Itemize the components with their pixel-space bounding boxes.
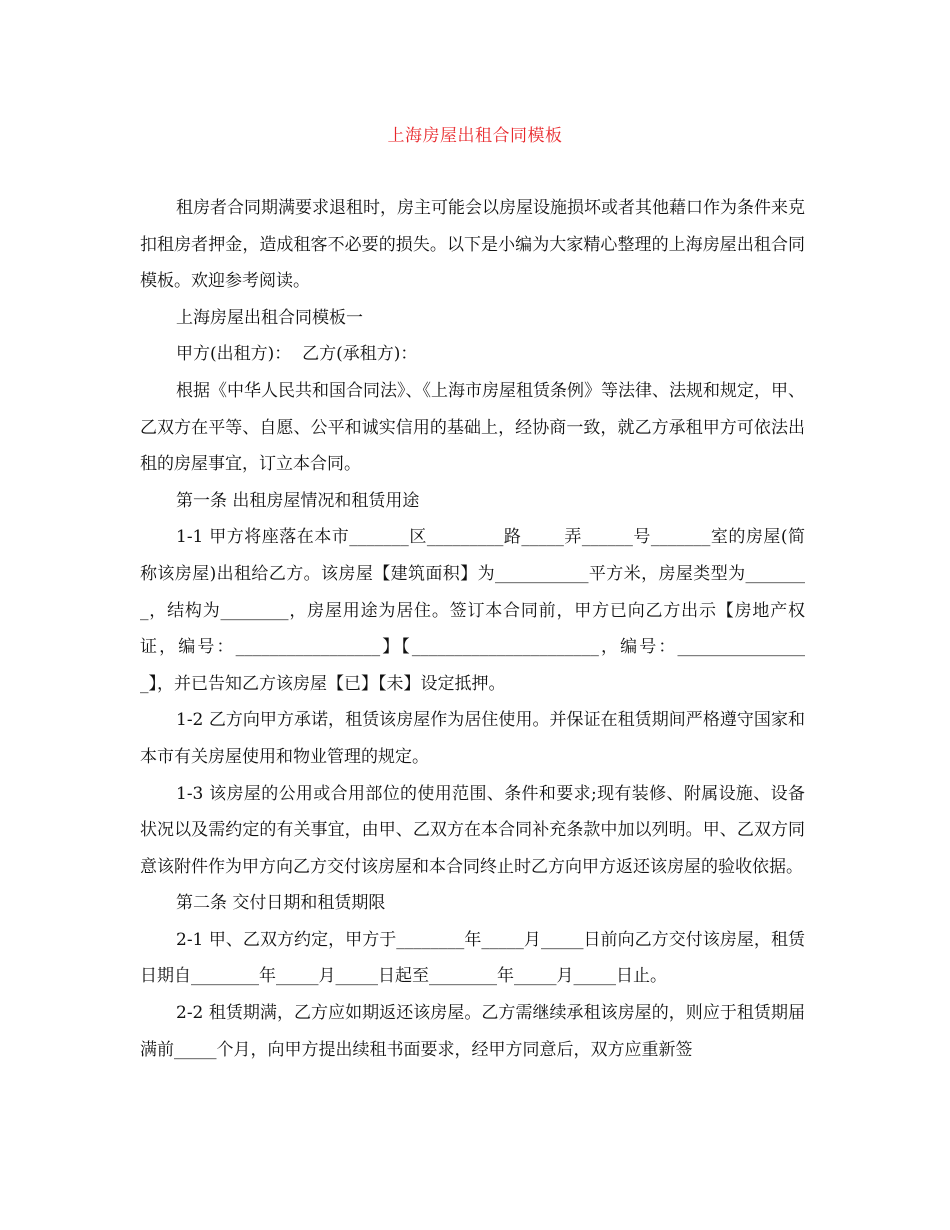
document-title: 上海房屋出租合同模板 xyxy=(387,126,563,146)
article-one-heading: 第一条 出租房屋情况和租赁用途 xyxy=(176,490,420,511)
document-body xyxy=(140,190,805,1068)
intro-paragraph: 租房者合同期满要求退租时，房主可能会以房屋设施损坏或者其他藉口作为条件来克扣租房者押金，造成租客不必要的损失。以下是小编为大家精心整理的上海房屋出租合同模板。欢迎参考阅读。 xyxy=(140,198,805,292)
clause-2-1: 2-1 甲、乙双方约定，甲方于________年_____月_____日前向乙方交付该房屋，租赁日期自________年_____月_____日起至________年_____月_____日止。 xyxy=(140,929,805,987)
clause-2-2: 2-2 租赁期满，乙方应如期返还该房屋。乙方需继续承租该房屋的，则应于租赁期届满前_____个月，向甲方提出续租书面要求，经甲方同意后，双方应重新签 xyxy=(140,1003,805,1060)
basis-paragraph: 根据《中华人民共和国合同法》、《上海市房屋租赁条例》等法律、法规和规定，甲、乙双方在平等、自愿、公平和诚实信用的基础上，经协商一致，就乙方承租甲方可依法出租的房屋事宜，订立本合同。 xyxy=(140,380,805,475)
clause-1-2: 1-2 乙方向甲方承诺，租赁该房屋作为居住使用。并保证在租赁期间严格遵守国家和本市有关房屋使用和物业管理的规定。 xyxy=(140,710,805,767)
section-heading-template-one: 上海房屋出租合同模板一 xyxy=(176,307,363,328)
article-two-heading: 第二条 交付日期和租赁期限 xyxy=(176,893,386,914)
clause-1-1: 1-1 甲方将座落在本市_______区_________路_____弄______号_______室的房屋(简称该房屋)出租给乙方。该房屋【建筑面积】为___________平方米，房屋类型为________，结构为________，房屋用途为居住。签订本合同前，甲方已向乙方出示【房地产权证，编号：_________________】【______________________，编号：________________】，并已告知乙方该房屋【已】【未】设定抵押。 xyxy=(140,527,805,694)
clause-1-3: 1-3 该房屋的公用或合用部位的使用范围、条件和要求;现有装修、附属设施、设备状况以及需约定的有关事宜，由甲、乙双方在本合同补充条款中加以列明。甲、乙双方同意该附件作为甲方向乙方交付该房屋和本合同终止时乙方向甲方返还该房屋的验收依据。 xyxy=(140,783,805,877)
parties-line: 甲方(出租方)： 乙方(承租方)： xyxy=(176,344,418,365)
